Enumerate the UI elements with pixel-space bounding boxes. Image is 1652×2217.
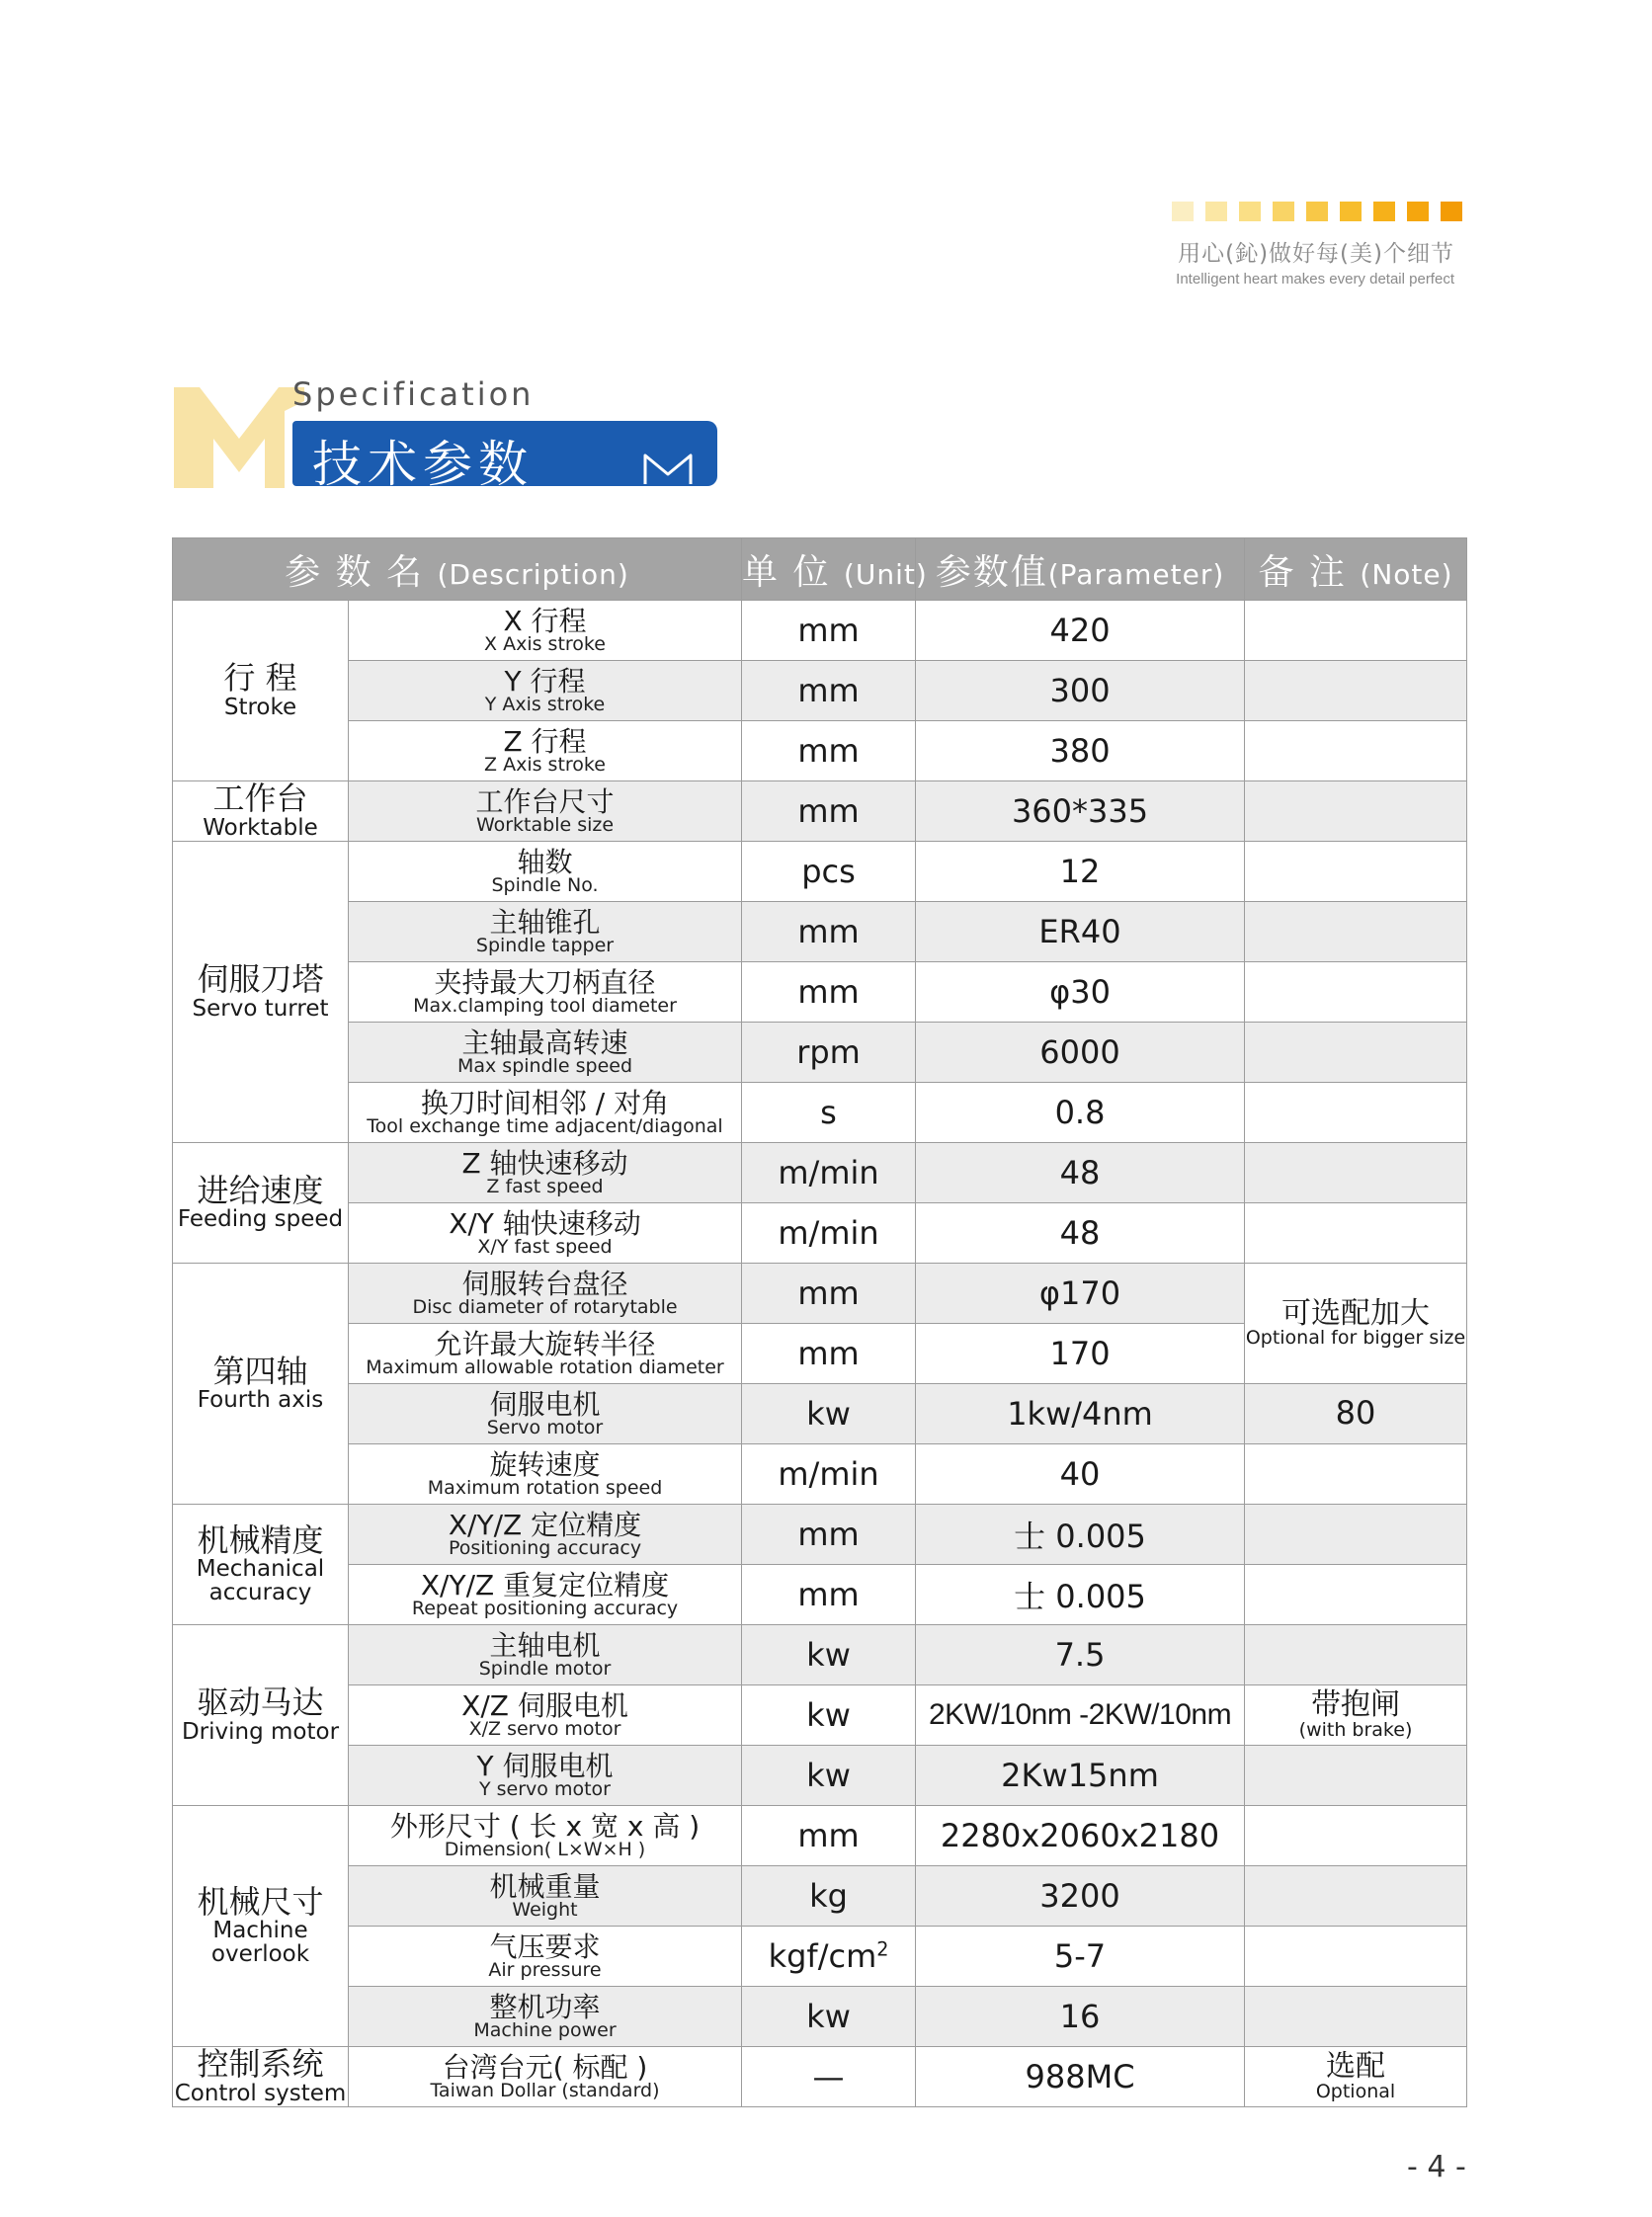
table-row <box>173 661 1467 721</box>
table-row <box>173 1505 1467 1565</box>
row-description: X/Y 轴快速移动 X/Y fast speed <box>349 1203 742 1264</box>
row-description: 换刀时间相邻 / 对角 Tool exchange time adjacent/diagonal <box>349 1083 742 1143</box>
category-stroke: 行 程 Stroke <box>173 601 349 781</box>
row-value: 170 <box>916 1324 1245 1384</box>
row-note <box>1245 1625 1467 1685</box>
row-description: X 行程 X Axis stroke <box>349 601 742 661</box>
table-header-row <box>173 538 1467 601</box>
row-description: 允许最大旋转半径 Maximum allowable rotation diameter <box>349 1324 742 1384</box>
row-description: 主轴锥孔 Spindle tapper <box>349 902 742 962</box>
category-machine-overlook: 机械尺寸 Machine overlook <box>173 1806 349 2047</box>
row-unit: kw <box>742 1987 916 2047</box>
row-value: 988MC <box>916 2047 1245 2107</box>
row-value: 16 <box>916 1987 1245 2047</box>
row-description: Z 行程 Z Axis stroke <box>349 721 742 781</box>
row-unit: mm <box>742 1505 916 1565</box>
row-description: Z 轴快速移动 Z fast speed <box>349 1143 742 1203</box>
row-note <box>1245 842 1467 902</box>
row-description: 主轴最高转速 Max spindle speed <box>349 1023 742 1083</box>
row-note <box>1245 1444 1467 1505</box>
gradient-square <box>1407 202 1429 221</box>
row-unit: kw <box>742 1384 916 1444</box>
table-row <box>173 1083 1467 1143</box>
row-unit: m/min <box>742 1444 916 1505</box>
table-row <box>173 1625 1467 1685</box>
table-row <box>173 781 1467 842</box>
row-value: 380 <box>916 721 1245 781</box>
gradient-square <box>1373 202 1395 221</box>
table-row <box>173 962 1467 1023</box>
gradient-square <box>1172 202 1194 221</box>
section-title-chinese: 技术参数 <box>312 436 534 493</box>
row-unit: mm <box>742 1565 916 1625</box>
row-unit: kg <box>742 1866 916 1927</box>
row-value: 0.8 <box>916 1083 1245 1143</box>
row-description: 轴数 Spindle No. <box>349 842 742 902</box>
slogan-chinese: 用心(鈊)做好每(美)个细节 <box>1178 241 1454 267</box>
row-note <box>1245 661 1467 721</box>
section-title-english: Specification <box>292 375 535 413</box>
table-row <box>173 1023 1467 1083</box>
table-row <box>173 1264 1467 1324</box>
row-description: X/Y/Z 重复定位精度 Repeat positioning accuracy <box>349 1565 742 1625</box>
gradient-square <box>1441 202 1462 221</box>
note-optional-bigger-size: 可选配加大 Optional for bigger size <box>1245 1264 1467 1384</box>
table-row <box>173 1746 1467 1806</box>
page-number: - 4 - <box>1407 2150 1466 2184</box>
note-servo-motor: 80 <box>1245 1384 1467 1444</box>
gradient-square <box>1340 202 1362 221</box>
row-unit: m/min <box>742 1203 916 1264</box>
gradient-square <box>1306 202 1328 221</box>
row-description: 外形尺寸 ( 长 x 宽 x 高 ) Dimension( L×W×H ) <box>349 1806 742 1866</box>
table-row <box>173 842 1467 902</box>
row-note <box>1245 1746 1467 1806</box>
row-note <box>1245 1083 1467 1143</box>
table-row <box>173 1203 1467 1264</box>
row-description: 伺服转台盘径 Disc diameter of rotarytable <box>349 1264 742 1324</box>
header-unit: 单 位 (Unit) <box>742 538 916 601</box>
row-value: ER40 <box>916 902 1245 962</box>
table-row <box>173 601 1467 661</box>
row-unit: kgf/$cm^2$ <box>742 1927 916 1987</box>
row-note <box>1245 1927 1467 1987</box>
row-description: 夹持最大刀柄直径 Max.clamping tool diameter <box>349 962 742 1023</box>
row-value: 1kw/4nm <box>916 1384 1245 1444</box>
brand-m-logo <box>170 381 308 490</box>
row-description: 主轴电机 Spindle motor <box>349 1625 742 1685</box>
row-note <box>1245 1023 1467 1083</box>
category-fourth-axis: 第四轴 Fourth axis <box>173 1264 349 1505</box>
row-value: 3200 <box>916 1866 1245 1927</box>
header-note: 备 注 (Note) <box>1245 538 1467 601</box>
category-control-system: 控制系统 Control system <box>173 2047 349 2107</box>
header-description: 参 数 名 (Description) <box>173 538 742 601</box>
specification-table <box>172 537 1467 2107</box>
header-parameter: 参数值(Parameter) <box>916 538 1245 601</box>
row-unit: mm <box>742 661 916 721</box>
table-row <box>173 1866 1467 1927</box>
row-note <box>1245 1806 1467 1866</box>
row-unit: kw <box>742 1685 916 1746</box>
row-value: 士 0.005 <box>916 1565 1245 1625</box>
row-description: X/Y/Z 定位精度 Positioning accuracy <box>349 1505 742 1565</box>
row-unit: pcs <box>742 842 916 902</box>
row-value: φ30 <box>916 962 1245 1023</box>
row-unit: mm <box>742 962 916 1023</box>
table-row <box>173 1444 1467 1505</box>
row-unit: mm <box>742 902 916 962</box>
row-description: 机械重量 Weight <box>349 1866 742 1927</box>
row-note <box>1245 1866 1467 1927</box>
row-value: 48 <box>916 1143 1245 1203</box>
row-unit: kw <box>742 1625 916 1685</box>
table-row <box>173 1143 1467 1203</box>
table-row <box>173 902 1467 962</box>
row-note <box>1245 1987 1467 2047</box>
row-description: 台湾台元( 标配 ) Taiwan Dollar (standard) <box>349 2047 742 2107</box>
table-row <box>173 1806 1467 1866</box>
table-row <box>173 1685 1467 1746</box>
row-unit: m/min <box>742 1143 916 1203</box>
note-with-brake: 带抱闸 (with brake) <box>1245 1685 1467 1746</box>
row-note <box>1245 962 1467 1023</box>
gradient-square <box>1239 202 1261 221</box>
table-row <box>173 1927 1467 1987</box>
gradient-square <box>1205 202 1227 221</box>
row-unit: rpm <box>742 1023 916 1083</box>
row-value: φ170 <box>916 1264 1245 1324</box>
category-driving-motor: 驱动马达 Driving motor <box>173 1625 349 1806</box>
row-value: 300 <box>916 661 1245 721</box>
row-unit: mm <box>742 1806 916 1866</box>
slogan-english: Intelligent heart makes every detail perfect <box>1176 271 1454 287</box>
row-value: 360*335 <box>916 781 1245 842</box>
row-description: X/Z 伺服电机 X/Z servo motor <box>349 1685 742 1746</box>
row-note <box>1245 781 1467 842</box>
row-value: 5-7 <box>916 1927 1245 1987</box>
category-servo-turret: 伺服刀塔 Servo turret <box>173 842 349 1143</box>
row-note <box>1245 1505 1467 1565</box>
row-value: 7.5 <box>916 1625 1245 1685</box>
row-value: 6000 <box>916 1023 1245 1083</box>
row-description: 气压要求 Air pressure <box>349 1927 742 1987</box>
row-description: 伺服电机 Servo motor <box>349 1384 742 1444</box>
row-unit: mm <box>742 1324 916 1384</box>
table-row <box>173 1565 1467 1625</box>
table-row <box>173 721 1467 781</box>
m-outline-icon <box>642 452 694 486</box>
row-note <box>1245 1143 1467 1203</box>
table-row <box>173 2047 1467 2107</box>
row-description: 工作台尺寸 Worktable size <box>349 781 742 842</box>
row-unit: mm <box>742 721 916 781</box>
row-unit: mm <box>742 601 916 661</box>
row-note <box>1245 601 1467 661</box>
category-feeding-speed: 进给速度 Feeding speed <box>173 1143 349 1264</box>
row-note <box>1245 721 1467 781</box>
table-row <box>173 1987 1467 2047</box>
row-value: 士 0.005 <box>916 1505 1245 1565</box>
row-description: 旋转速度 Maximum rotation speed <box>349 1444 742 1505</box>
row-unit: s <box>742 1083 916 1143</box>
row-description: Y 行程 Y Axis stroke <box>349 661 742 721</box>
row-note <box>1245 1565 1467 1625</box>
row-unit: mm <box>742 781 916 842</box>
row-value: 2KW/10nm -2KW/10nm <box>916 1685 1245 1746</box>
row-unit: — <box>742 2047 916 2107</box>
row-value: 48 <box>916 1203 1245 1264</box>
section-title-bar <box>292 421 717 493</box>
gradient-square <box>1273 202 1294 221</box>
row-value: 40 <box>916 1444 1245 1505</box>
category-worktable: 工作台 Worktable <box>173 781 349 842</box>
row-value: 2Kw15nm <box>916 1746 1245 1806</box>
row-description: 整机功率 Machine power <box>349 1987 742 2047</box>
row-value: 420 <box>916 601 1245 661</box>
note-optional: 选配 Optional <box>1245 2047 1467 2107</box>
row-unit: kw <box>742 1746 916 1806</box>
row-note <box>1245 1203 1467 1264</box>
row-description: Y 伺服电机 Y servo motor <box>349 1746 742 1806</box>
category-mechanical-accuracy: 机械精度 Mechanical accuracy <box>173 1505 349 1625</box>
row-value: 12 <box>916 842 1245 902</box>
row-value: 2280x2060x2180 <box>916 1806 1245 1866</box>
row-unit: mm <box>742 1264 916 1324</box>
row-note <box>1245 902 1467 962</box>
table-row <box>173 1384 1467 1444</box>
